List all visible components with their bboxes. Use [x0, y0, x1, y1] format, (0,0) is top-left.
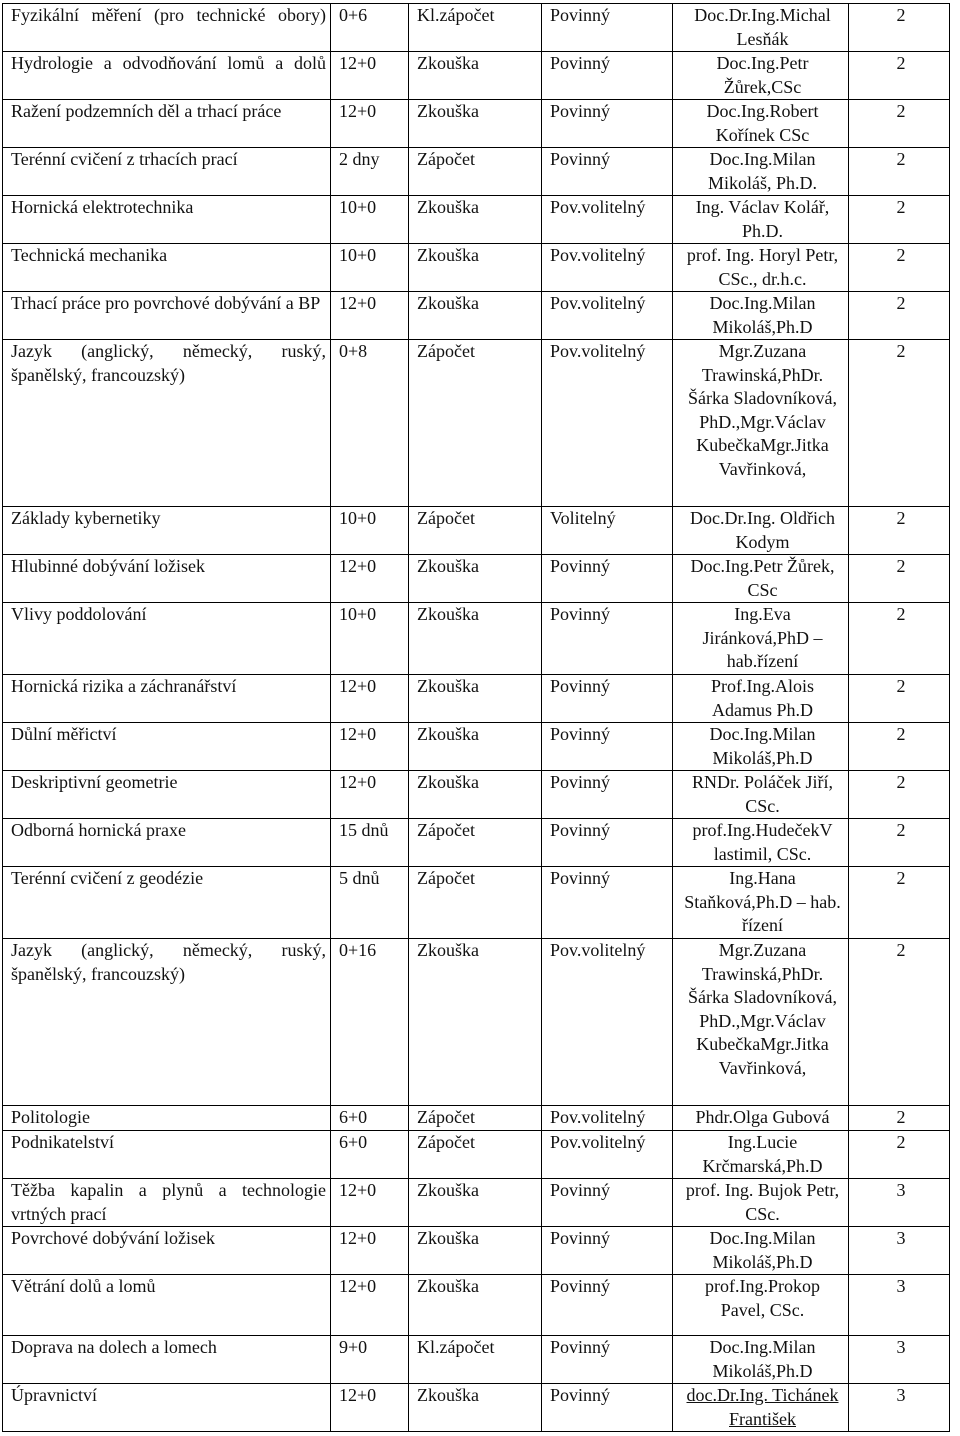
table-row: [3, 1384, 950, 1432]
course-completion: Kl.zápočet: [409, 1336, 542, 1384]
course-name: Technická mechanika: [3, 244, 331, 292]
course-lecturer: Doc.Dr.Ing.Michal Lesňák: [673, 4, 849, 52]
course-credits: 3: [849, 1275, 950, 1336]
course-lecturer: Doc.Ing.Petr Žůrek, CSc: [673, 555, 849, 603]
course-hours: 12+0: [331, 100, 409, 148]
course-completion: Zkouška: [409, 1384, 542, 1432]
course-credits: 2: [849, 4, 950, 52]
course-credits: 2: [849, 244, 950, 292]
course-credits: 2: [849, 603, 950, 675]
course-completion: Zkouška: [409, 196, 542, 244]
course-name: Úpravnictví: [3, 1384, 331, 1432]
course-completion: Zkouška: [409, 244, 542, 292]
course-completion: Zápočet: [409, 507, 542, 555]
course-name: Důlní měřictví: [3, 723, 331, 771]
course-credits: 2: [849, 148, 950, 196]
course-type: Povinný: [542, 819, 673, 867]
table-row: [3, 244, 950, 292]
course-credits: 3: [849, 1384, 950, 1432]
course-name: Politologie: [3, 1106, 331, 1131]
course-completion: Kl.zápočet: [409, 4, 542, 52]
course-credits: 2: [849, 340, 950, 507]
course-name: Trhací práce pro povrchové dobývání a BP: [3, 292, 331, 340]
course-lecturer: Doc.Ing.Milan Mikoláš,Ph.D: [673, 292, 849, 340]
course-completion: Zkouška: [409, 1275, 542, 1336]
course-hours: 0+8: [331, 340, 409, 507]
course-hours: 5 dnů: [331, 867, 409, 939]
course-hours: 12+0: [331, 52, 409, 100]
course-type: Povinný: [542, 675, 673, 723]
course-credits: 3: [849, 1179, 950, 1227]
course-lecturer: Mgr.Zuzana Trawinská,PhDr. Šárka Sladovníková, PhD.,Mgr.Václav KubečkaMgr.Jitka Vavřinková,: [673, 340, 849, 507]
course-type: Pov.volitelný: [542, 939, 673, 1106]
course-completion: Zápočet: [409, 148, 542, 196]
course-completion: Zápočet: [409, 1131, 542, 1179]
course-completion: Zkouška: [409, 555, 542, 603]
course-lecturer: Doc.Ing.Petr Žůrek,CSc: [673, 52, 849, 100]
course-name: Ražení podzemních děl a trhací práce: [3, 100, 331, 148]
table-row: [3, 4, 950, 52]
course-credits: 2: [849, 52, 950, 100]
course-lecturer: Doc.Ing.Robert Kořínek CSc: [673, 100, 849, 148]
table-row: [3, 723, 950, 771]
course-lecturer: Ing.Eva Jiránková,PhD – hab.řízení: [673, 603, 849, 675]
table-row: [3, 603, 950, 675]
course-name: Terénní cvičení z geodézie: [3, 867, 331, 939]
course-type: Pov.volitelný: [542, 244, 673, 292]
table-row: [3, 819, 950, 867]
course-hours: 12+0: [331, 1227, 409, 1275]
course-name: Vlivy poddolování: [3, 603, 331, 675]
table-row: [3, 1106, 950, 1131]
course-credits: 2: [849, 723, 950, 771]
course-completion: Zkouška: [409, 723, 542, 771]
course-type: Pov.volitelný: [542, 340, 673, 507]
course-credits: 2: [849, 771, 950, 819]
course-type: Pov.volitelný: [542, 1131, 673, 1179]
course-type: Pov.volitelný: [542, 196, 673, 244]
course-hours: 10+0: [331, 196, 409, 244]
table-row: [3, 507, 950, 555]
course-name: Deskriptivní geometrie: [3, 771, 331, 819]
course-lecturer: prof. Ing. Bujok Petr, CSc.: [673, 1179, 849, 1227]
course-hours: 12+0: [331, 555, 409, 603]
course-type: Povinný: [542, 1336, 673, 1384]
course-name: Hornická elektrotechnika: [3, 196, 331, 244]
course-lecturer: Doc.Ing.Milan Mikoláš,Ph.D: [673, 1336, 849, 1384]
course-lecturer: Doc.Ing.Milan Mikoláš,Ph.D: [673, 1227, 849, 1275]
course-hours: 10+0: [331, 603, 409, 675]
course-name: Hornická rizika a záchranářství: [3, 675, 331, 723]
table-row: [3, 196, 950, 244]
course-hours: 12+0: [331, 1275, 409, 1336]
course-lecturer: Mgr.Zuzana Trawinská,PhDr. Šárka Sladovníková, PhD.,Mgr.Václav KubečkaMgr.Jitka Vavřinková,: [673, 939, 849, 1106]
course-completion: Zápočet: [409, 867, 542, 939]
course-credits: 3: [849, 1227, 950, 1275]
course-name: Těžba kapalin a plynů a technologie vrtných prací: [3, 1179, 331, 1227]
table-row: [3, 1179, 950, 1227]
course-lecturer: Doc.Ing.Milan Mikoláš,Ph.D: [673, 723, 849, 771]
course-completion: Zkouška: [409, 52, 542, 100]
course-credits: 2: [849, 939, 950, 1106]
course-name: Jazyk (anglický, německý, ruský, španělský, francouzský): [3, 939, 331, 1106]
course-name: Základy kybernetiky: [3, 507, 331, 555]
course-type: Povinný: [542, 603, 673, 675]
course-lecturer: prof.Ing.HudečekV lastimil, CSc.: [673, 819, 849, 867]
course-hours: 0+16: [331, 939, 409, 1106]
table-row: [3, 148, 950, 196]
course-credits: 2: [849, 819, 950, 867]
course-hours: 10+0: [331, 244, 409, 292]
table-row: [3, 555, 950, 603]
table-row: [3, 1131, 950, 1179]
course-type: Povinný: [542, 1179, 673, 1227]
course-credits: 3: [849, 1336, 950, 1384]
table-row: [3, 340, 950, 507]
course-completion: Zkouška: [409, 1227, 542, 1275]
course-type: Povinný: [542, 52, 673, 100]
course-name: Jazyk (anglický, německý, ruský, španělský, francouzský): [3, 340, 331, 507]
course-hours: 12+0: [331, 1384, 409, 1432]
course-credits: 2: [849, 507, 950, 555]
course-name: Terénní cvičení z trhacích prací: [3, 148, 331, 196]
course-name: Fyzikální měření (pro technické obory): [3, 4, 331, 52]
course-hours: 2 dny: [331, 148, 409, 196]
course-table: [2, 3, 950, 1432]
course-completion: Zkouška: [409, 603, 542, 675]
course-hours: 6+0: [331, 1106, 409, 1131]
table-row: [3, 771, 950, 819]
course-type: Povinný: [542, 555, 673, 603]
course-hours: 6+0: [331, 1131, 409, 1179]
course-credits: 2: [849, 196, 950, 244]
table-row: [3, 675, 950, 723]
course-type: Povinný: [542, 771, 673, 819]
table-row: [3, 292, 950, 340]
course-credits: 2: [849, 1106, 950, 1131]
table-row: [3, 867, 950, 939]
course-type: Povinný: [542, 148, 673, 196]
course-completion: Zkouška: [409, 675, 542, 723]
course-name: Odborná hornická praxe: [3, 819, 331, 867]
course-hours: 9+0: [331, 1336, 409, 1384]
course-type: Pov.volitelný: [542, 1106, 673, 1131]
course-hours: 15 dnů: [331, 819, 409, 867]
course-lecturer: RNDr. Poláček Jiří, CSc.: [673, 771, 849, 819]
course-type: Povinný: [542, 867, 673, 939]
course-lecturer: Doc.Ing.Milan Mikoláš, Ph.D.: [673, 148, 849, 196]
course-lecturer: Phdr.Olga Gubová: [673, 1106, 849, 1131]
course-type: Volitelný: [542, 507, 673, 555]
course-credits: 2: [849, 100, 950, 148]
course-completion: Zkouška: [409, 1179, 542, 1227]
course-hours: 12+0: [331, 675, 409, 723]
course-hours: 0+6: [331, 4, 409, 52]
course-name: Hydrologie a odvodňování lomů a dolů: [3, 52, 331, 100]
course-credits: 2: [849, 1131, 950, 1179]
course-completion: Zkouška: [409, 100, 542, 148]
course-completion: Zkouška: [409, 292, 542, 340]
table-row: [3, 939, 950, 1106]
course-hours: 10+0: [331, 507, 409, 555]
course-lecturer: prof. Ing. Horyl Petr, CSc., dr.h.c.: [673, 244, 849, 292]
course-lecturer: Ing.Hana Staňková,Ph.D – hab. řízení: [673, 867, 849, 939]
course-type: Pov.volitelný: [542, 292, 673, 340]
course-hours: 12+0: [331, 723, 409, 771]
course-name: Podnikatelství: [3, 1131, 331, 1179]
course-completion: Zkouška: [409, 771, 542, 819]
course-table-body: [3, 4, 950, 1432]
course-type: Povinný: [542, 723, 673, 771]
course-completion: Zápočet: [409, 819, 542, 867]
course-lecturer: Ing. Václav Kolář, Ph.D.: [673, 196, 849, 244]
course-completion: Zápočet: [409, 340, 542, 507]
course-type: Povinný: [542, 1275, 673, 1336]
table-row: [3, 1275, 950, 1336]
course-type: Povinný: [542, 1227, 673, 1275]
table-row: [3, 100, 950, 148]
course-hours: 12+0: [331, 1179, 409, 1227]
course-name: Větrání dolů a lomů: [3, 1275, 331, 1336]
course-type: Povinný: [542, 4, 673, 52]
course-type: Povinný: [542, 1384, 673, 1432]
course-lecturer: Doc.Dr.Ing. Oldřich Kodym: [673, 507, 849, 555]
table-row: [3, 1227, 950, 1275]
course-completion: Zápočet: [409, 1106, 542, 1131]
course-credits: 2: [849, 555, 950, 603]
course-hours: 12+0: [331, 771, 409, 819]
course-lecturer: Ing.Lucie Krčmarská,Ph.D: [673, 1131, 849, 1179]
course-hours: 12+0: [331, 292, 409, 340]
course-name: Povrchové dobývání ložisek: [3, 1227, 331, 1275]
course-name: Hlubinné dobývání ložisek: [3, 555, 331, 603]
course-lecturer: doc.Dr.Ing. Tichánek František: [673, 1384, 849, 1432]
table-row: [3, 1336, 950, 1384]
course-credits: 2: [849, 292, 950, 340]
course-lecturer: prof.Ing.Prokop Pavel, CSc.: [673, 1275, 849, 1336]
course-type: Povinný: [542, 100, 673, 148]
course-credits: 2: [849, 867, 950, 939]
course-lecturer: Prof.Ing.Alois Adamus Ph.D: [673, 675, 849, 723]
course-completion: Zkouška: [409, 939, 542, 1106]
course-name: Doprava na dolech a lomech: [3, 1336, 331, 1384]
course-credits: 2: [849, 675, 950, 723]
table-row: [3, 52, 950, 100]
